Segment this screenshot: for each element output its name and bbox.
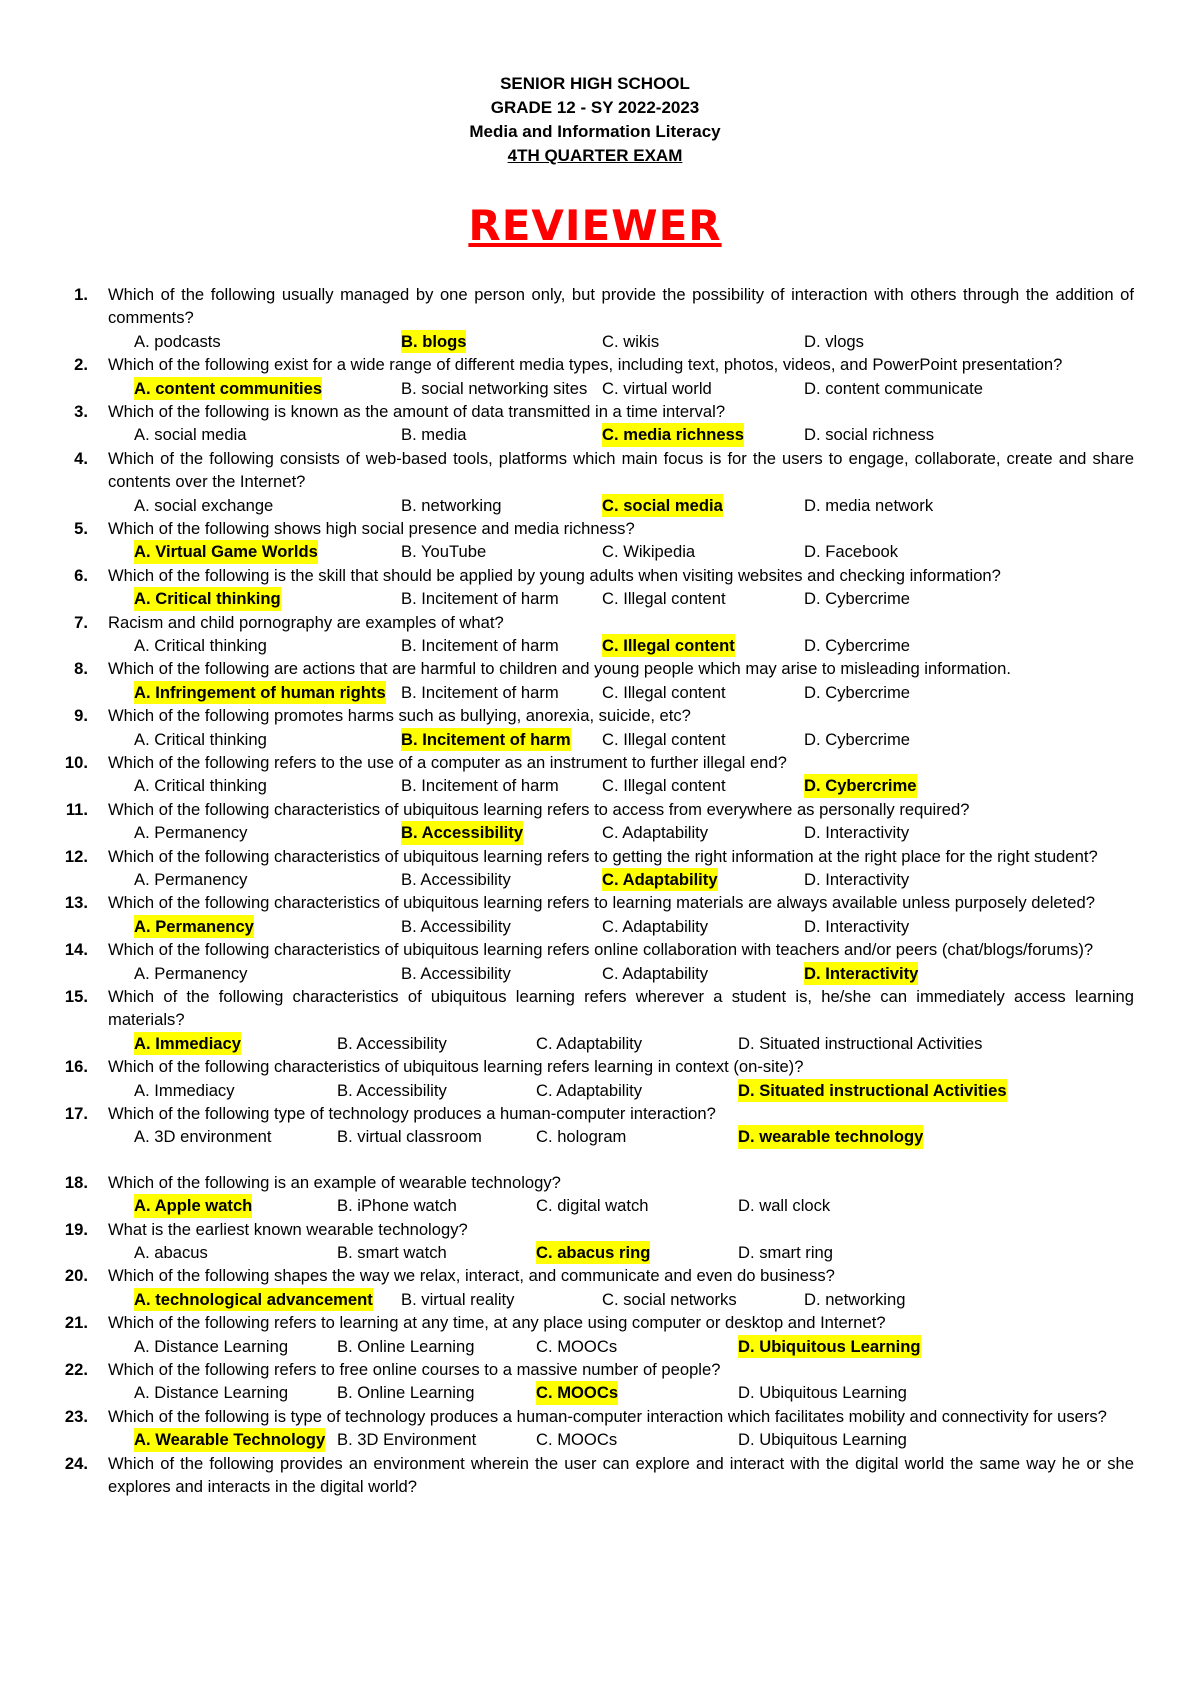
answer-choice: C. virtual world xyxy=(602,378,712,398)
question-text: Which of the following is known as the amount of data transmitted in a time interval? xyxy=(108,402,726,421)
choice-row xyxy=(64,1381,1134,1404)
grade-line: GRADE 12 - SY 2022-2023 xyxy=(490,98,700,117)
answer-choice: C. digital watch xyxy=(536,1196,649,1216)
question-text: Which of the following refers to the use of a computer as an instrument to further illegal end? xyxy=(108,752,787,772)
choice-row xyxy=(64,1194,1134,1217)
question-text: Which of the following refers to learning at any time, at any place using computer or desktop and Internet? xyxy=(108,1313,886,1333)
answer-choice: A. social exchange xyxy=(134,495,274,515)
question-item xyxy=(64,611,1134,658)
question-number: 1. xyxy=(74,285,88,304)
choice-row xyxy=(64,774,1134,797)
answer-choice-highlighted: A. Permanency xyxy=(134,915,254,938)
question-number: 10. xyxy=(64,752,88,772)
answer-choice: B. Accessibility xyxy=(401,916,511,936)
question-text: Which of the following is the skill that should be applied by young adults when visiting websites and checking information? xyxy=(108,565,1001,585)
answer-choice: C. MOOCs xyxy=(536,1430,618,1450)
question-row xyxy=(64,283,1134,330)
question-number: 5. xyxy=(74,519,88,538)
answer-choice: D. Interactivity xyxy=(804,823,910,843)
question-item xyxy=(64,657,1134,704)
answer-choice: A. Distance Learning xyxy=(134,1383,289,1403)
answer-choice: D. networking xyxy=(804,1289,906,1309)
answer-choice-highlighted: D. Interactivity xyxy=(804,962,918,985)
answer-choice-highlighted: C. social media xyxy=(602,494,723,517)
question-row xyxy=(64,985,1134,1032)
spacer xyxy=(64,1149,1134,1171)
answer-choice: A. 3D environment xyxy=(134,1127,272,1147)
question-row xyxy=(64,517,1134,540)
choice-row xyxy=(64,868,1134,891)
answer-choice: D. Cybercrime xyxy=(804,682,911,702)
answer-choice-highlighted: B. blogs xyxy=(401,330,466,353)
answer-choice-highlighted: A. Immediacy xyxy=(134,1032,241,1055)
subject-line: Media and Information Literacy xyxy=(469,122,721,141)
question-row xyxy=(64,1171,1134,1194)
answer-choice: A. Critical thinking xyxy=(134,636,267,655)
question-list xyxy=(64,283,1134,1498)
question-row xyxy=(64,1218,1134,1241)
answer-choice-highlighted: C. Adaptability xyxy=(602,868,718,891)
answer-choice-highlighted: B. Accessibility xyxy=(401,821,523,844)
question-item xyxy=(64,1311,1134,1358)
question-number: 24. xyxy=(64,1453,88,1473)
question-item xyxy=(64,985,1134,1055)
choice-row xyxy=(64,1288,1134,1311)
answer-choice-highlighted: B. Incitement of harm xyxy=(401,728,571,751)
answer-choice: D. Ubiquitous Learning xyxy=(738,1383,907,1403)
choice-row xyxy=(64,587,1134,610)
question-number: 8. xyxy=(74,659,88,679)
question-row xyxy=(64,611,1134,634)
question-number: 23. xyxy=(64,1406,88,1426)
choice-row xyxy=(64,1125,1134,1148)
answer-choice: B. networking xyxy=(401,495,502,515)
answer-choice: C. wikis xyxy=(602,331,660,351)
answer-choice: B. Accessibility xyxy=(337,1033,447,1053)
question-row xyxy=(64,798,1134,821)
answer-choice: C. social networks xyxy=(602,1289,737,1309)
choice-row xyxy=(64,423,1134,446)
choice-row xyxy=(64,494,1134,517)
answer-choice: D. vlogs xyxy=(804,331,864,351)
question-number: 22. xyxy=(64,1359,88,1379)
answer-choice: B. Incitement of harm xyxy=(401,776,559,796)
answer-choice: B. iPhone watch xyxy=(337,1196,457,1216)
answer-choice-highlighted: A. Virtual Game Worlds xyxy=(134,540,318,563)
question-number: 13. xyxy=(64,893,88,913)
question-number: 7. xyxy=(74,612,88,632)
question-item xyxy=(64,704,1134,751)
choice-row xyxy=(64,1428,1134,1451)
question-number: 4. xyxy=(74,448,88,468)
question-item xyxy=(64,400,1134,447)
choice-row xyxy=(64,1335,1134,1358)
question-text: Which of the following promotes harms such as bullying, anorexia, suicide, etc? xyxy=(108,706,691,726)
choice-row xyxy=(64,728,1134,751)
question-text: Which of the following characteristics of ubiquitous learning refers to learning materials are always available unless purposely deleted? xyxy=(108,893,1095,913)
answer-choice-highlighted: A. content communities xyxy=(134,377,322,400)
answer-choice: B. virtual classroom xyxy=(337,1127,482,1147)
answer-choice: C. hologram xyxy=(536,1127,627,1147)
answer-choice: B. Online Learning xyxy=(337,1336,475,1356)
question-text: Which of the following consists of web-based tools, platforms which main focus is for the users to engage, collaborate, create and share contents over the Internet? xyxy=(108,448,1134,492)
answer-choice: B. 3D Environment xyxy=(337,1430,477,1450)
question-number: 16. xyxy=(64,1057,88,1077)
question-text: Which of the following characteristics of ubiquitous learning refers learning in context (on-site)? xyxy=(108,1057,804,1077)
question-number: 21. xyxy=(64,1313,88,1333)
question-item xyxy=(64,845,1134,892)
question-number: 3. xyxy=(74,402,88,421)
answer-choice-highlighted: C. media richness xyxy=(602,423,744,446)
question-text: Which of the following are actions that are harmful to children and young people which may arise to misleading information. xyxy=(108,659,1011,679)
choice-row xyxy=(64,540,1134,563)
question-item xyxy=(64,1171,1134,1218)
document-header xyxy=(0,72,1190,168)
answer-choice: D. Facebook xyxy=(804,542,899,562)
question-row xyxy=(64,751,1134,774)
choice-row xyxy=(64,681,1134,704)
answer-choice: C. Illegal content xyxy=(602,729,726,749)
choice-row xyxy=(64,330,1134,353)
question-number: 17. xyxy=(64,1103,88,1123)
answer-choice: C. Adaptability xyxy=(602,916,709,936)
choice-row xyxy=(64,962,1134,985)
answer-choice: B. Incitement of harm xyxy=(401,682,559,702)
question-item xyxy=(64,353,1134,400)
answer-choice: B. Online Learning xyxy=(337,1383,475,1403)
question-text: Which of the following is an example of wearable technology? xyxy=(108,1172,561,1192)
question-text: Which of the following provides an environment wherein the user can explore and interact with the digital world the same way he or she explores and interacts in the digital world? xyxy=(108,1453,1134,1496)
question-text: Which of the following type of technology produces a human-computer interaction? xyxy=(108,1103,716,1123)
choice-row xyxy=(64,821,1134,844)
question-number: 14. xyxy=(64,940,88,960)
question-item xyxy=(64,1405,1134,1452)
answer-choice: D. Interactivity xyxy=(804,869,910,889)
question-row xyxy=(64,1264,1134,1287)
answer-choice: D. Interactivity xyxy=(804,916,910,936)
question-row xyxy=(64,704,1134,727)
answer-choice: A. social media xyxy=(134,425,247,445)
question-item xyxy=(64,283,1134,353)
choice-row xyxy=(64,634,1134,657)
question-text: Which of the following refers to free online courses to a massive number of people? xyxy=(108,1359,721,1379)
question-number: 18. xyxy=(64,1172,88,1192)
answer-choice: A. Permanency xyxy=(134,963,248,983)
choice-row xyxy=(64,1079,1134,1102)
answer-choice-highlighted: D. Cybercrime xyxy=(804,774,917,797)
answer-choice-highlighted: C. MOOCs xyxy=(536,1381,618,1404)
answer-choice: A. abacus xyxy=(134,1242,208,1262)
answer-choice: D. content communicate xyxy=(804,378,983,398)
question-row xyxy=(64,447,1134,494)
answer-choice-highlighted: D. wearable technology xyxy=(738,1125,923,1148)
answer-choice: C. Illegal content xyxy=(602,589,726,609)
answer-choice-highlighted: A. Infringement of human rights xyxy=(134,681,386,704)
question-text: Which of the following characteristics of ubiquitous learning refers to access from everywhere as personally required? xyxy=(108,799,970,819)
question-number: 2. xyxy=(74,355,88,375)
question-item xyxy=(64,1218,1134,1265)
answer-choice: D. Cybercrime xyxy=(804,636,911,655)
question-text: Racism and child pornography are examples of what? xyxy=(108,612,504,632)
exam-line: 4TH QUARTER EXAM xyxy=(507,146,683,165)
answer-choice: D. media network xyxy=(804,495,934,515)
answer-choice: C. Illegal content xyxy=(602,776,726,796)
question-row xyxy=(64,564,1134,587)
answer-choice: B. Accessibility xyxy=(401,869,511,889)
question-row xyxy=(64,891,1134,914)
question-item xyxy=(64,751,1134,798)
answer-choice-highlighted: A. technological advancement xyxy=(134,1288,373,1311)
answer-choice-highlighted: A. Apple watch xyxy=(134,1194,252,1217)
answer-choice: D. Cybercrime xyxy=(804,589,911,609)
answer-choice-highlighted: C. abacus ring xyxy=(536,1241,650,1264)
answer-choice: C. Adaptability xyxy=(602,823,709,843)
question-text: Which of the following shows high social presence and media richness? xyxy=(108,519,635,538)
answer-choice: D. Cybercrime xyxy=(804,729,911,749)
question-item xyxy=(64,1264,1134,1311)
answer-choice-highlighted: A. Critical thinking xyxy=(134,587,281,610)
question-item xyxy=(64,447,1134,517)
answer-choice-highlighted: D. Ubiquitous Learning xyxy=(738,1335,921,1358)
answer-choice: A. Distance Learning xyxy=(134,1336,289,1356)
question-text: Which of the following characteristics of ubiquitous learning refers to getting the right information at the right place for the right student? xyxy=(108,846,1098,866)
answer-choice: B. media xyxy=(401,425,467,445)
question-number: 20. xyxy=(64,1266,88,1286)
question-row xyxy=(64,1102,1134,1125)
question-number: 19. xyxy=(64,1219,88,1239)
school-name: SENIOR HIGH SCHOOL xyxy=(500,74,690,93)
question-text: Which of the following characteristics of ubiquitous learning refers online collaboration with teachers and/or peers (chat/blogs/forums)? xyxy=(108,940,1094,960)
answer-choice: B. Incitement of harm xyxy=(401,589,559,609)
answer-choice: D. Ubiquitous Learning xyxy=(738,1430,907,1450)
answer-choice: B. Accessibility xyxy=(337,1080,447,1100)
answer-choice: D. wall clock xyxy=(738,1196,831,1216)
question-item xyxy=(64,798,1134,845)
question-text: What is the earliest known wearable technology? xyxy=(108,1219,468,1239)
question-item xyxy=(64,564,1134,611)
answer-choice: D. social richness xyxy=(804,425,935,445)
reviewer-title: REVIEWER xyxy=(468,201,722,250)
choice-row xyxy=(64,915,1134,938)
question-text: Which of the following shapes the way we relax, interact, and communicate and even do business? xyxy=(108,1266,835,1286)
question-item xyxy=(64,1452,1134,1499)
question-text: Which of the following characteristics of ubiquitous learning refers wherever a student is, he/she can immediately access learning materials? xyxy=(108,986,1134,1030)
choice-row xyxy=(64,1241,1134,1264)
question-row xyxy=(64,657,1134,680)
answer-choice: A. Permanency xyxy=(134,869,248,889)
answer-choice: D. Situated instructional Activities xyxy=(738,1033,983,1053)
answer-choice: B. Accessibility xyxy=(401,963,511,983)
question-row xyxy=(64,845,1134,868)
question-item xyxy=(64,1055,1134,1102)
question-text: Which of the following exist for a wide range of different media types, including text, photos, videos, and PowerPoint presentation? xyxy=(108,355,1063,375)
question-row xyxy=(64,353,1134,376)
answer-choice: C. Adaptability xyxy=(602,963,709,983)
question-number: 11. xyxy=(65,799,88,819)
choice-row xyxy=(64,377,1134,400)
answer-choice: C. MOOCs xyxy=(536,1336,618,1356)
answer-choice: C. Adaptability xyxy=(536,1080,643,1100)
question-row xyxy=(64,1405,1134,1428)
answer-choice: B. smart watch xyxy=(337,1242,447,1262)
answer-choice-highlighted: A. Wearable Technology xyxy=(134,1428,325,1451)
question-text: Which of the following usually managed by one person only, but provide the possibility of interaction with others through the addition of comments? xyxy=(108,285,1134,328)
question-row xyxy=(64,1358,1134,1381)
question-row xyxy=(64,1452,1134,1499)
answer-choice: B. virtual reality xyxy=(401,1289,515,1309)
answer-choice: B. social networking sites xyxy=(401,378,588,398)
question-row xyxy=(64,1311,1134,1334)
choice-row xyxy=(64,1032,1134,1055)
question-item xyxy=(64,891,1134,938)
answer-choice: A. podcasts xyxy=(134,331,221,351)
answer-choice: A. Permanency xyxy=(134,823,248,843)
question-item xyxy=(64,1358,1134,1405)
question-number: 9. xyxy=(74,706,88,726)
answer-choice: C. Wikipedia xyxy=(602,542,696,562)
question-text: Which of the following is type of technology produces a human-computer interaction which facilitates mobility and connectivity for users? xyxy=(108,1406,1107,1426)
question-row xyxy=(64,400,1134,423)
question-item xyxy=(64,517,1134,564)
answer-choice: A. Critical thinking xyxy=(134,729,267,749)
question-number: 12. xyxy=(64,846,88,866)
question-number: 6. xyxy=(74,565,88,585)
answer-choice: C. Illegal content xyxy=(602,682,726,702)
answer-choice-highlighted: C. Illegal content xyxy=(602,634,735,657)
question-item xyxy=(64,938,1134,985)
answer-choice-highlighted: D. Situated instructional Activities xyxy=(738,1079,1007,1102)
question-number: 15. xyxy=(64,986,88,1006)
question-item xyxy=(64,1102,1134,1149)
answer-choice: D. smart ring xyxy=(738,1242,833,1262)
question-row xyxy=(64,938,1134,961)
answer-choice: B. YouTube xyxy=(401,542,487,562)
answer-choice: A. Critical thinking xyxy=(134,776,267,796)
answer-choice: C. Adaptability xyxy=(536,1033,643,1053)
answer-choice: A. Immediacy xyxy=(134,1080,235,1100)
question-row xyxy=(64,1055,1134,1078)
answer-choice: B. Incitement of harm xyxy=(401,636,559,655)
